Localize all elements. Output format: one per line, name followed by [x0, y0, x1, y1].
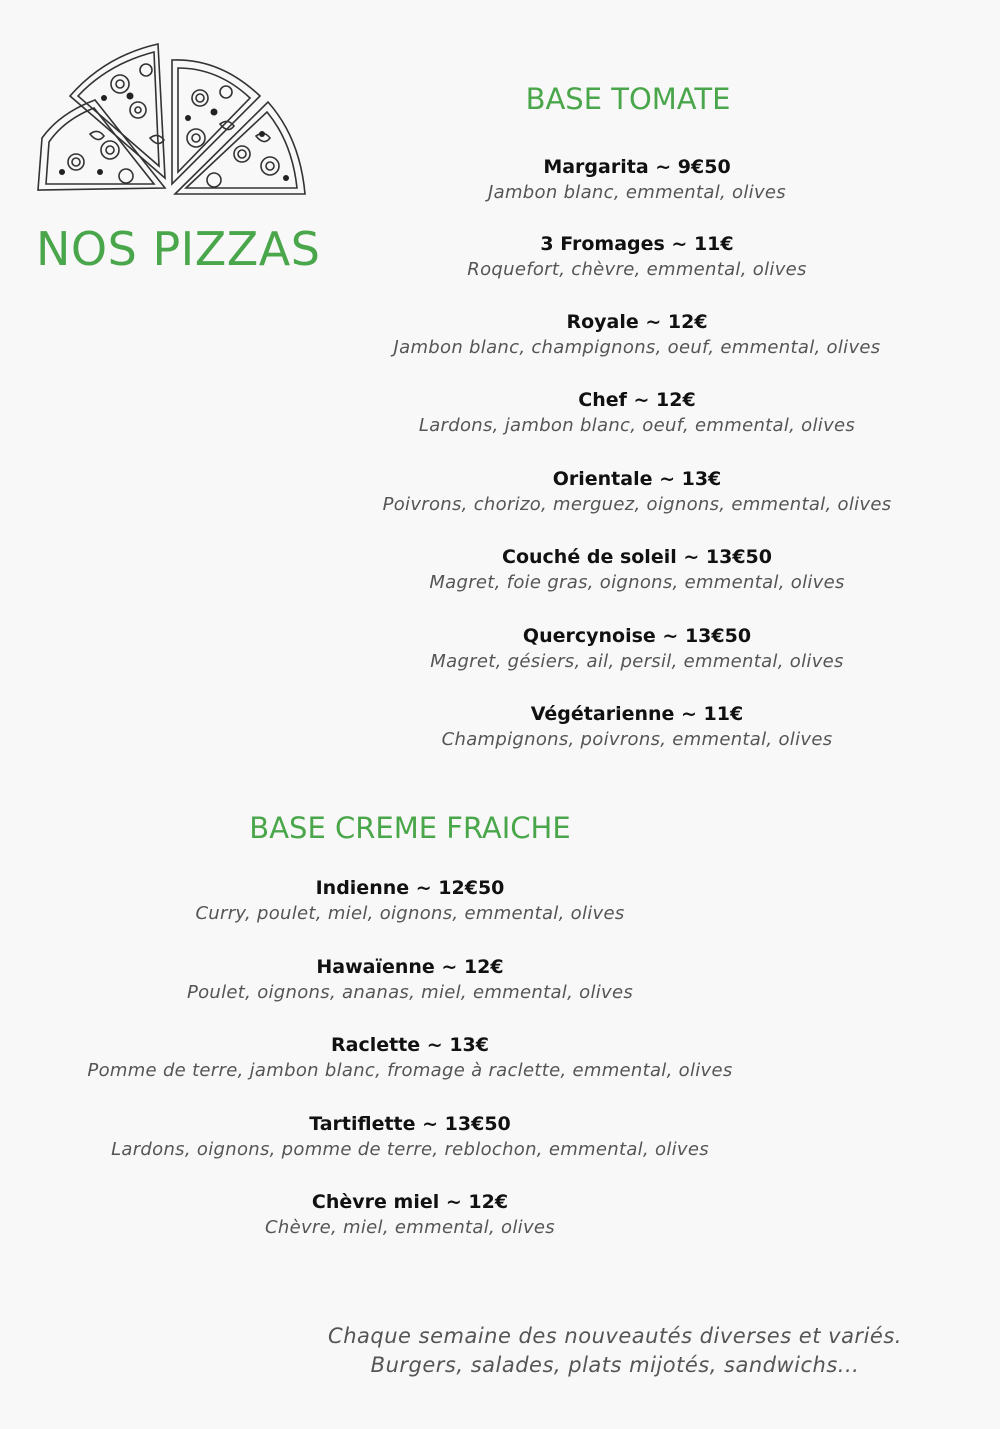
- menu-item: [195, 875, 624, 927]
- item-description: Roquefort, chèvre, emmental, olives: [467, 259, 807, 280]
- item-name: 3 Fromages ~ 11€: [540, 233, 734, 255]
- item-name: Tartiflette ~ 13€50: [309, 1113, 511, 1135]
- item-name: Margarita ~ 9€50: [543, 156, 731, 178]
- item-description: Lardons, oignons, pomme de terre, reblochon, emmental, olives: [111, 1139, 709, 1160]
- menu-item: [87, 1032, 732, 1084]
- menu-item: [488, 154, 786, 206]
- menu-item: [111, 1111, 709, 1163]
- menu-item: [429, 544, 844, 596]
- item-name: Chèvre miel ~ 12€: [311, 1191, 509, 1213]
- menu-item: [442, 701, 833, 753]
- menu-item: [467, 231, 806, 283]
- item-description: Lardons, jambon blanc, oeuf, emmental, olives: [418, 415, 856, 436]
- menu-item: [430, 623, 843, 675]
- item-name: Hawaïenne ~ 12€: [316, 956, 504, 978]
- item-name: Couché de soleil ~ 13€50: [502, 546, 772, 568]
- item-description: Champignons, poivrons, emmental, olives: [441, 729, 833, 750]
- menu-item: [419, 387, 855, 439]
- menu-item: [394, 309, 881, 361]
- item-name: Orientale ~ 13€: [552, 468, 722, 490]
- menu-item: [265, 1189, 555, 1241]
- footer-line: Chaque semaine des nouveautés diverses et variés.: [328, 1324, 902, 1348]
- item-name: Royale ~ 12€: [566, 311, 708, 333]
- item-description: Chèvre, miel, emmental, olives: [265, 1217, 555, 1238]
- item-description: Magret, gésiers, ail, persil, emmental, olives: [430, 651, 844, 672]
- section-title-base-tomate: BASE TOMATE: [525, 82, 731, 116]
- item-name: Indienne ~ 12€50: [315, 877, 505, 899]
- pizza-slices-icon: [30, 38, 310, 198]
- item-description: Pomme de terre, jambon blanc, fromage à raclette, emmental, olives: [87, 1060, 733, 1081]
- item-name: Raclette ~ 13€: [331, 1034, 489, 1056]
- item-description: Jambon blanc, emmental, olives: [488, 182, 786, 203]
- menu-item: [187, 954, 633, 1006]
- item-description: Poivrons, chorizo, merguez, oignons, emmental, olives: [382, 494, 892, 515]
- menu-item: [383, 466, 892, 518]
- item-name: Végétarienne ~ 11€: [530, 703, 744, 725]
- item-name: Quercynoise ~ 13€50: [522, 625, 752, 647]
- item-description: Curry, poulet, miel, oignons, emmental, olives: [195, 903, 625, 924]
- page-title: NOS PIZZAS: [36, 222, 321, 276]
- item-description: Jambon blanc, champignons, oeuf, emmental, olives: [393, 337, 881, 358]
- section-title-base-creme-fraiche: BASE CREME FRAICHE: [249, 811, 571, 845]
- footer-line: Burgers, salades, plats mijotés, sandwichs...: [370, 1353, 860, 1377]
- item-description: Magret, foie gras, oignons, emmental, olives: [429, 572, 845, 593]
- item-name: Chef ~ 12€: [578, 389, 696, 411]
- item-description: Poulet, oignons, ananas, miel, emmental, olives: [186, 982, 634, 1003]
- footer-note: [328, 1322, 902, 1380]
